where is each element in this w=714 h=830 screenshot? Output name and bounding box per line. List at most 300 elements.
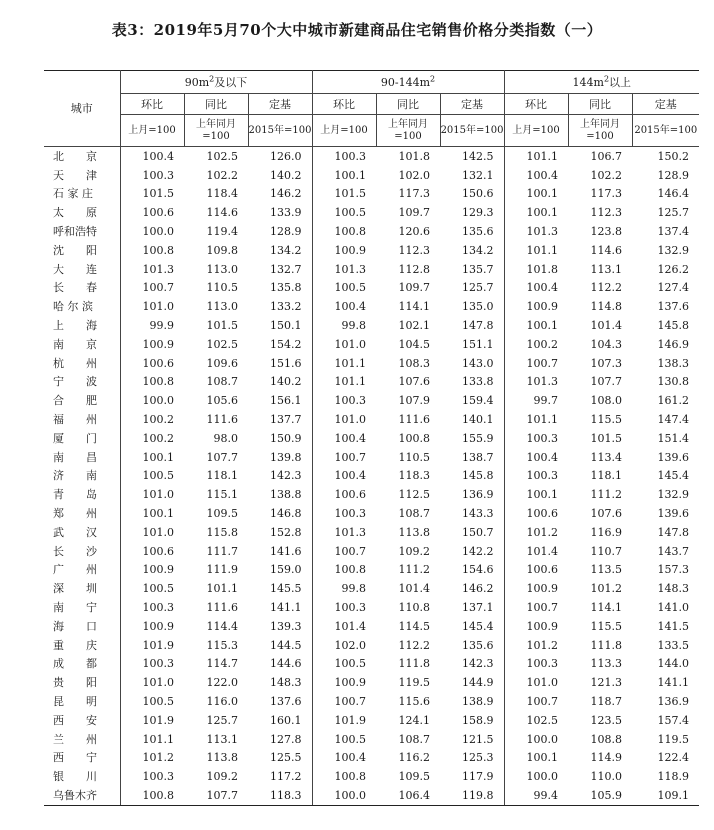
city-name: 西 安 [44, 711, 120, 730]
index-value: 117.3 [398, 187, 431, 201]
index-value: 150.6 [440, 185, 504, 204]
index-value: 116.9 [590, 525, 623, 539]
index-value: 138.3 [657, 356, 690, 370]
index-value: 100.8 [398, 431, 431, 445]
index-value: 142.2 [440, 542, 504, 561]
index-value: 147.8 [440, 316, 504, 335]
index-value: 156.1 [248, 391, 312, 410]
sub-header-cell: 定基 [440, 94, 504, 115]
index-value: 115.5 [590, 413, 623, 427]
index-value: 114.6 [206, 206, 238, 220]
index-value: 134.2 [440, 241, 504, 260]
city-name: 兰 州 [44, 730, 120, 749]
index-value: 101.5 [206, 319, 238, 333]
index-value: 151.1 [440, 335, 504, 354]
index-value: 100.4 [526, 450, 559, 464]
index-value: 108.7 [206, 375, 238, 389]
sub-header-cell: 定基 [248, 94, 312, 115]
index-value: 107.7 [590, 375, 623, 389]
index-value: 101.4 [398, 582, 431, 596]
index-value: 100.1 [526, 187, 559, 201]
index-value: 138.7 [440, 448, 504, 467]
index-value: 100.3 [526, 431, 559, 445]
index-value: 116.2 [398, 751, 431, 765]
group-header-label: 以上 [609, 75, 632, 89]
index-value: 115.5 [590, 619, 623, 633]
index-value: 100.1 [526, 751, 559, 765]
group-header-small [120, 71, 312, 94]
index-value: 100.4 [526, 168, 559, 182]
index-value: 138.9 [440, 692, 504, 711]
index-value: 122.4 [657, 751, 690, 765]
table-row [44, 579, 699, 598]
table-row [44, 354, 699, 373]
index-value: 135.0 [440, 297, 504, 316]
table-row [44, 147, 699, 166]
city-column-header: 城市 [44, 71, 120, 147]
city-name: 郑 州 [44, 504, 120, 523]
index-value: 141.1 [248, 598, 312, 617]
index-value: 137.4 [657, 225, 690, 239]
index-value: 145.8 [440, 467, 504, 486]
index-value: 100.6 [142, 544, 174, 558]
index-value: 101.8 [526, 262, 559, 276]
index-value: 101.9 [142, 713, 174, 727]
index-value: 146.2 [440, 579, 504, 598]
index-value: 104.5 [398, 337, 431, 351]
index-value: 139.8 [248, 448, 312, 467]
index-value: 101.2 [526, 638, 559, 652]
index-value: 125.3 [440, 749, 504, 768]
index-value: 135.7 [440, 260, 504, 279]
index-value: 146.4 [657, 187, 690, 201]
index-value: 100.8 [142, 375, 174, 389]
table-row [44, 260, 699, 279]
table-row [44, 786, 699, 805]
index-value: 100.4 [142, 149, 174, 163]
table-row [44, 504, 699, 523]
index-value: 130.8 [657, 375, 690, 389]
index-value: 100.2 [142, 431, 174, 445]
index-value: 100.4 [526, 281, 559, 295]
table-row [44, 673, 699, 692]
index-value: 100.9 [334, 676, 367, 690]
city-name: 哈 尔 滨 [44, 297, 120, 316]
index-value: 100.1 [526, 319, 559, 333]
index-value: 101.9 [142, 638, 174, 652]
table-row [44, 316, 699, 335]
city-name: 乌鲁木齐 [44, 786, 120, 805]
group-header-large [504, 71, 699, 94]
city-name: 深 圳 [44, 579, 120, 598]
city-name: 石 家 庄 [44, 185, 120, 204]
index-value: 108.3 [398, 356, 431, 370]
index-value: 128.9 [248, 222, 312, 241]
index-value: 109.6 [206, 356, 238, 370]
index-value: 115.6 [398, 695, 431, 708]
index-value: 116.0 [206, 695, 238, 708]
index-value: 132.9 [657, 243, 690, 257]
index-value: 132.7 [248, 260, 312, 279]
index-value: 113.8 [206, 751, 238, 765]
index-value: 99.8 [341, 582, 367, 596]
index-value: 142.3 [248, 467, 312, 486]
index-value: 123.5 [590, 713, 623, 727]
index-value: 100.6 [142, 206, 174, 220]
city-name: 呼和浩特 [44, 222, 120, 241]
index-value: 100.3 [142, 770, 174, 784]
index-value: 141.1 [657, 676, 690, 690]
index-value: 100.5 [334, 281, 367, 295]
index-value: 114.1 [590, 601, 623, 615]
index-value: 133.5 [657, 638, 690, 652]
index-value: 101.3 [334, 525, 367, 539]
index-value: 140.2 [248, 166, 312, 185]
index-value: 134.2 [248, 241, 312, 260]
table-row [44, 279, 699, 298]
index-value: 101.2 [526, 525, 559, 539]
index-value: 109.2 [398, 544, 431, 558]
index-value: 141.6 [248, 542, 312, 561]
index-value: 148.3 [657, 582, 690, 596]
index-value: 138.8 [248, 485, 312, 504]
index-value: 144.6 [248, 655, 312, 674]
index-value: 111.2 [398, 563, 431, 577]
group-header-label: 90-144m [380, 75, 431, 89]
index-value: 100.0 [142, 225, 174, 239]
table-row [44, 373, 699, 392]
city-name: 大 连 [44, 260, 120, 279]
index-value: 147.8 [657, 525, 690, 539]
table-row [44, 448, 699, 467]
index-value: 106.7 [590, 149, 623, 163]
index-value: 132.9 [657, 488, 690, 502]
index-value: 111.2 [590, 488, 623, 502]
table-row [44, 410, 699, 429]
index-value: 100.7 [526, 695, 559, 708]
index-value: 102.5 [526, 713, 559, 727]
index-value: 115.1 [206, 488, 238, 502]
city-name: 广 州 [44, 561, 120, 580]
index-value: 100.2 [142, 413, 174, 427]
city-name: 济 南 [44, 467, 120, 486]
index-value: 101.9 [334, 713, 367, 727]
index-value: 100.6 [526, 507, 559, 521]
index-value: 101.1 [206, 582, 238, 596]
index-value: 127.8 [248, 730, 312, 749]
city-name: 厦 门 [44, 429, 120, 448]
index-value: 157.4 [657, 713, 690, 727]
index-value: 126.0 [248, 147, 312, 166]
index-value: 102.5 [206, 149, 238, 163]
price-index-table [44, 70, 699, 806]
index-value: 110.0 [590, 770, 623, 784]
city-name: 太 原 [44, 203, 120, 222]
index-value: 101.0 [142, 488, 174, 502]
index-value: 100.4 [334, 431, 367, 445]
index-value: 108.7 [398, 732, 431, 746]
index-value: 100.5 [142, 469, 174, 483]
index-value: 161.2 [657, 394, 690, 408]
index-value: 100.3 [334, 601, 367, 615]
index-value: 112.3 [398, 243, 431, 257]
index-value: 110.5 [206, 281, 238, 295]
index-value: 100.3 [526, 469, 559, 483]
city-name: 合 肥 [44, 391, 120, 410]
index-value: 108.0 [590, 394, 623, 408]
index-value: 146.8 [248, 504, 312, 523]
city-name: 武 汉 [44, 523, 120, 542]
city-name: 贵 阳 [44, 673, 120, 692]
index-value: 101.3 [142, 262, 174, 276]
index-value: 136.9 [657, 695, 690, 708]
index-value: 105.9 [568, 786, 632, 805]
city-name: 长 沙 [44, 542, 120, 561]
table-row [44, 655, 699, 674]
table-row [44, 241, 699, 260]
index-value: 100.7 [142, 281, 174, 295]
index-value: 150.2 [657, 149, 690, 163]
sub-header-cell: 环比 [120, 94, 184, 115]
index-value: 111.8 [590, 638, 623, 652]
index-value: 112.8 [398, 262, 431, 276]
index-value: 98.0 [213, 431, 238, 445]
index-value: 118.1 [206, 469, 238, 483]
index-value: 119.5 [398, 676, 431, 690]
index-value: 100.9 [142, 337, 174, 351]
index-value: 154.2 [248, 335, 312, 354]
index-value: 100.7 [334, 695, 367, 708]
index-value: 100.1 [526, 488, 559, 502]
index-value: 159.0 [248, 561, 312, 580]
index-value: 112.2 [398, 638, 431, 652]
city-name: 西 宁 [44, 749, 120, 768]
table-row [44, 711, 699, 730]
index-value: 105.6 [206, 394, 238, 408]
index-value: 114.8 [590, 300, 623, 314]
index-value: 102.1 [398, 319, 431, 333]
index-value: 113.8 [398, 525, 431, 539]
group-header-label: 90m [184, 75, 210, 89]
index-value: 150.1 [248, 316, 312, 335]
index-value: 100.9 [526, 619, 559, 633]
table-row [44, 692, 699, 711]
index-value: 117.9 [440, 767, 504, 786]
index-value: 100.7 [334, 544, 367, 558]
city-name: 青 岛 [44, 485, 120, 504]
base-header-cell: 2015年=100 [248, 115, 312, 147]
city-name: 成 都 [44, 655, 120, 674]
index-value: 109.5 [206, 507, 238, 521]
index-value: 100.3 [526, 657, 559, 671]
index-value: 113.3 [590, 657, 623, 671]
index-value: 154.6 [440, 561, 504, 580]
city-name: 南 昌 [44, 448, 120, 467]
index-value: 100.1 [142, 450, 174, 464]
index-value: 122.0 [206, 676, 238, 690]
sub-header-cell: 同比 [184, 94, 248, 115]
index-value: 142.5 [440, 147, 504, 166]
base-header-cell: 上月=100 [120, 115, 184, 147]
index-value: 100.8 [334, 563, 367, 577]
group-header-sup: 2 [603, 73, 610, 83]
city-name: 长 春 [44, 279, 120, 298]
index-value: 160.1 [248, 711, 312, 730]
sub-header-row [44, 94, 699, 115]
index-value: 101.3 [526, 375, 559, 389]
index-value: 108.7 [398, 507, 431, 521]
index-value: 148.3 [248, 673, 312, 692]
index-value: 100.0 [142, 394, 174, 408]
index-value: 100.8 [334, 225, 367, 239]
index-value: 101.1 [334, 356, 367, 370]
index-value: 128.9 [657, 168, 690, 182]
index-value: 100.9 [142, 619, 174, 633]
index-value: 100.8 [120, 786, 184, 805]
index-value: 100.0 [526, 732, 559, 746]
index-value: 101.0 [334, 413, 367, 427]
index-value: 144.0 [657, 657, 690, 671]
city-name: 北 京 [44, 147, 120, 166]
index-value: 121.3 [590, 676, 623, 690]
index-value: 108.8 [590, 732, 623, 746]
index-value: 101.1 [334, 375, 367, 389]
table-row [44, 542, 699, 561]
city-name: 沈 阳 [44, 241, 120, 260]
index-value: 101.0 [142, 525, 174, 539]
index-value: 126.2 [657, 262, 690, 276]
index-value: 100.5 [142, 582, 174, 596]
city-name: 昆 明 [44, 692, 120, 711]
index-value: 125.7 [206, 713, 238, 727]
index-value: 100.3 [142, 601, 174, 615]
index-value: 101.0 [142, 300, 174, 314]
index-value: 118.4 [206, 187, 238, 201]
index-value: 100.3 [334, 394, 367, 408]
index-value: 146.9 [657, 337, 690, 351]
city-name: 银 川 [44, 767, 120, 786]
index-value: 115.3 [206, 638, 238, 652]
table-row [44, 203, 699, 222]
index-value: 133.8 [440, 373, 504, 392]
index-value: 101.1 [142, 732, 174, 746]
index-value: 147.4 [657, 413, 690, 427]
index-value: 107.9 [398, 394, 431, 408]
index-value: 104.3 [590, 337, 623, 351]
index-value: 101.8 [398, 149, 431, 163]
index-value: 145.5 [248, 579, 312, 598]
table-row [44, 617, 699, 636]
index-value: 133.2 [248, 297, 312, 316]
base-header-cell: 2015年=100 [440, 115, 504, 147]
index-value: 114.4 [206, 619, 238, 633]
index-value: 136.9 [440, 485, 504, 504]
city-name: 上 海 [44, 316, 120, 335]
index-value: 117.2 [248, 767, 312, 786]
index-value: 140.1 [440, 410, 504, 429]
index-value: 113.1 [206, 732, 238, 746]
sub-header-cell: 同比 [568, 94, 632, 115]
city-name: 南 宁 [44, 598, 120, 617]
index-value: 100.6 [526, 563, 559, 577]
index-value: 118.3 [398, 469, 431, 483]
index-value: 114.1 [398, 300, 431, 314]
index-value: 110.7 [590, 544, 623, 558]
index-value: 101.4 [590, 319, 623, 333]
group-header-sup: 2 [209, 73, 215, 83]
index-value: 101.1 [526, 413, 559, 427]
index-value: 119.8 [440, 786, 504, 805]
index-value: 118.3 [248, 786, 312, 805]
index-value: 139.3 [248, 617, 312, 636]
index-value: 137.7 [248, 410, 312, 429]
index-value: 107.7 [184, 786, 248, 805]
index-value: 155.9 [440, 429, 504, 448]
index-value: 101.5 [590, 431, 623, 445]
sub-header-cell: 同比 [376, 94, 440, 115]
index-value: 100.7 [526, 601, 559, 615]
index-value: 106.4 [376, 786, 440, 805]
index-value: 144.9 [440, 673, 504, 692]
index-value: 100.4 [334, 300, 367, 314]
index-value: 135.6 [440, 636, 504, 655]
index-value: 100.5 [334, 657, 367, 671]
table-row [44, 297, 699, 316]
index-value: 102.0 [398, 168, 431, 182]
group-header-medium [312, 71, 504, 94]
index-value: 124.1 [398, 713, 431, 727]
index-value: 110.5 [398, 450, 431, 464]
index-value: 101.3 [334, 262, 367, 276]
index-value: 114.5 [398, 619, 431, 633]
index-value: 145.4 [440, 617, 504, 636]
table-row [44, 561, 699, 580]
index-value: 100.7 [526, 356, 559, 370]
index-value: 101.2 [142, 751, 174, 765]
index-value: 139.6 [657, 450, 690, 464]
base-header-row [44, 115, 699, 147]
index-value: 100.9 [526, 300, 559, 314]
index-value: 119.5 [657, 732, 690, 746]
index-value: 102.2 [206, 168, 238, 182]
index-value: 100.5 [334, 206, 367, 220]
index-value: 109.2 [206, 770, 238, 784]
index-value: 132.1 [440, 166, 504, 185]
index-value: 112.2 [590, 281, 623, 295]
index-value: 127.4 [657, 281, 690, 295]
index-value: 100.1 [334, 168, 367, 182]
index-value: 152.8 [248, 523, 312, 542]
index-value: 125.7 [657, 206, 690, 220]
table-body [44, 147, 699, 806]
index-value: 109.7 [398, 281, 431, 295]
index-value: 144.5 [248, 636, 312, 655]
index-value: 137.6 [248, 692, 312, 711]
index-value: 114.6 [590, 243, 623, 257]
index-value: 140.2 [248, 373, 312, 392]
index-value: 107.6 [590, 507, 623, 521]
index-value: 142.3 [440, 655, 504, 674]
index-value: 150.9 [248, 429, 312, 448]
index-value: 109.1 [632, 786, 699, 805]
index-value: 100.4 [334, 469, 367, 483]
index-value: 101.5 [334, 187, 367, 201]
table-row [44, 467, 699, 486]
index-value: 141.0 [657, 601, 690, 615]
index-value: 115.8 [206, 525, 238, 539]
table-row [44, 730, 699, 749]
index-value: 102.0 [334, 638, 367, 652]
